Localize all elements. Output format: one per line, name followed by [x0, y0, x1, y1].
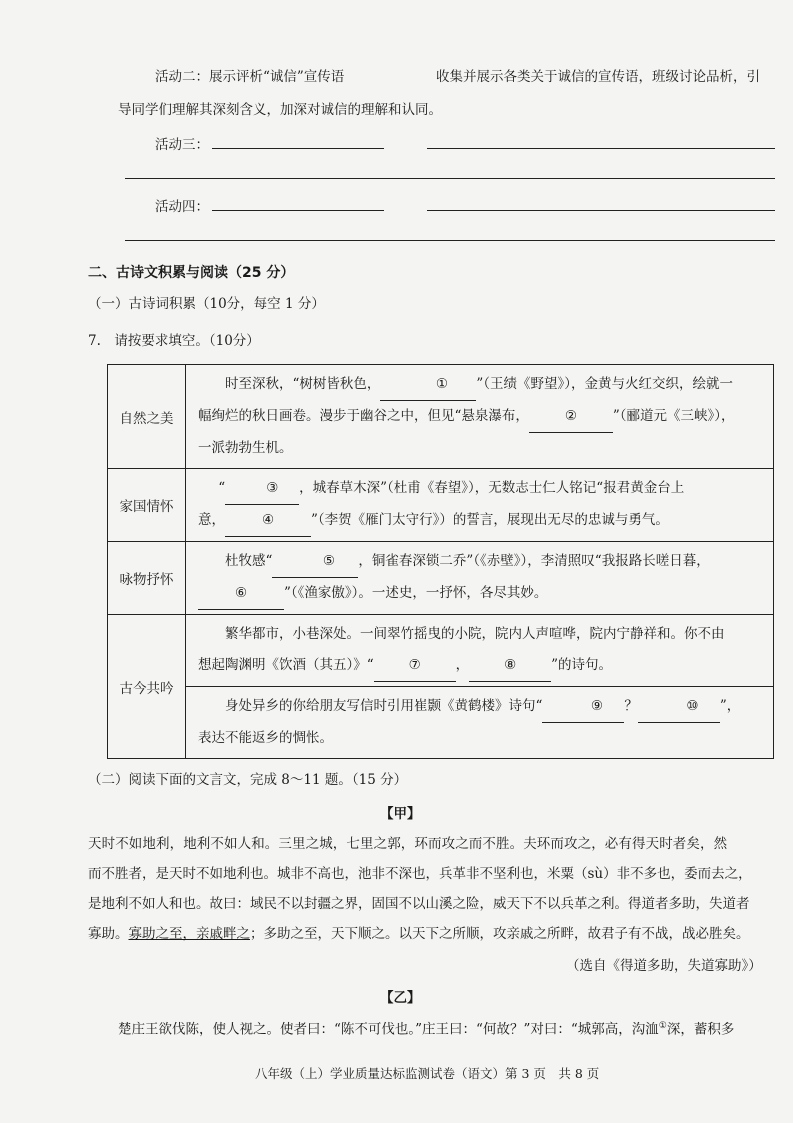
activity3-blank-c[interactable] — [125, 178, 775, 179]
jia-line-3: 是地利不如人和也。故曰：域民不以封疆之界，固国不以山溪之险，威天下不以兵革之利。得道者多助，失道者 — [88, 896, 750, 912]
activity4-blank-b[interactable] — [427, 210, 775, 211]
table-row — [108, 469, 774, 542]
jia-line-2: 而不胜者，是天时不如地利也。城非不高也，池非不深也，兵革非不坚利也，米粟（sù）非不多也，委而去之， — [88, 866, 752, 882]
blank-3[interactable]: ③ — [225, 473, 299, 505]
activity4-label: 活动四： — [155, 199, 209, 215]
passage-jia-title: 【甲】 — [380, 806, 421, 822]
activity3-blank-a[interactable] — [212, 148, 384, 149]
activity4-blank-c[interactable] — [125, 240, 775, 241]
blank-7[interactable]: ⑦ — [374, 650, 456, 682]
blank-8[interactable]: ⑧ — [469, 650, 551, 682]
category-past-present: 古今共吟 — [108, 615, 186, 759]
table-row — [108, 542, 774, 615]
blank-10[interactable]: ⑩ — [638, 691, 720, 723]
blank-4[interactable]: ④ — [225, 505, 311, 537]
table-row — [108, 365, 774, 469]
question7: 7. 请按要求填空。（10分） — [88, 333, 260, 349]
blank-2[interactable]: ② — [529, 401, 613, 433]
underlined-sentence: 寡助之至，亲戚畔之 — [128, 926, 250, 942]
row-objects-text: 杜牧感“ ⑤ ，铜雀春深锁二乔”（《赤壁》），李清照叹“我报路长嗟日暮， ⑥ ”（《渔家傲》）。一述史，一抒怀，各尽其妙。 — [186, 542, 774, 615]
activity3-label: 活动三： — [155, 137, 209, 153]
jia-line-4: 寡助。寡助之至，亲戚畔之；多助之至，天下顺之。以天下之所顺，攻亲戚之所畔，故君子有不战，战必胜矣。 — [88, 926, 750, 942]
poem-fill-table — [107, 364, 774, 759]
activity2-line2: 导同学们理解其深刻含义，加深对诚信的理解和认同。 — [118, 102, 442, 118]
blank-6[interactable]: ⑥ — [198, 578, 284, 610]
category-nature: 自然之美 — [108, 365, 186, 469]
yi-line-1: 楚庄王欲伐陈，使人视之。使者曰：“陈不可伐也。”庄王曰：“何故？”对曰：“城郭高，沟洫①深，蓄积多 — [118, 1021, 735, 1038]
activity3-blank-b[interactable] — [427, 148, 775, 149]
jia-source: （选自《得道多助，失道寡助》） — [566, 958, 762, 974]
jia-line-1: 天时不如地利，地利不如人和。三里之城，七里之郭，环而攻之而不胜。夫环而攻之，必有得天时者矣，然 — [88, 836, 728, 852]
category-patriotism: 家国情怀 — [108, 469, 186, 542]
blank-1[interactable]: ① — [380, 369, 476, 401]
category-objects: 咏物抒怀 — [108, 542, 186, 615]
row-past-present-text: 繁华都市，小巷深处。一间翠竹摇曳的小院，院内人声喧哗，院内宁静祥和。你不由 想起陶渊明《饮酒（其五）》“ ⑦ ， ⑧ ”的诗句。 身处异乡的你给朋友写信时引用崔颢《黄鹤楼》诗句“ ⑨ ？ ⑩ ”， 表达不能返乡的惆怅。 — [186, 615, 774, 759]
part2-intro: （二）阅读下面的文言文，完成 8～11 题。（15 分） — [88, 772, 408, 788]
activity4-blank-a[interactable] — [212, 210, 384, 211]
row-nature-text: 时至深秋，“树树皆秋色， ① ”（王绩《野望》），金黄与火红交织，绘就一 幅绚烂的秋日画卷。漫步于幽谷之中，但见“悬泉瀑布， ② ”（郦道元《三峡》）， 一派勃勃生机。 — [186, 365, 774, 469]
passage-yi-title: 【乙】 — [380, 990, 421, 1006]
table-row — [108, 615, 774, 759]
blank-5[interactable]: ⑤ — [272, 546, 358, 578]
row-patriotism-text: “ ③ ，城春草木深”（杜甫《春望》），无数志士仁人铭记“报君黄金台上 意， ④ ”（李贺《雁门太守行》）的誓言，展现出无尽的忠诚与勇气。 — [186, 469, 774, 542]
section2-title: 二、古诗文积累与阅读（25 分） — [88, 265, 295, 281]
part1-title: （一）古诗词积累（10分，每空 1 分） — [88, 296, 325, 312]
activity2-desc: 收集并展示各类关于诚信的宣传语，班级讨论品析，引 — [436, 69, 760, 85]
activity2-title: 活动二：展示评析“诚信”宣传语 — [155, 69, 345, 85]
blank-9[interactable]: ⑨ — [542, 691, 624, 723]
page-footer: 八年级（上）学业质量达标监测试卷（语文）第 3 页 共 8 页 — [255, 1066, 600, 1081]
footnote-marker: ① — [658, 1021, 667, 1031]
